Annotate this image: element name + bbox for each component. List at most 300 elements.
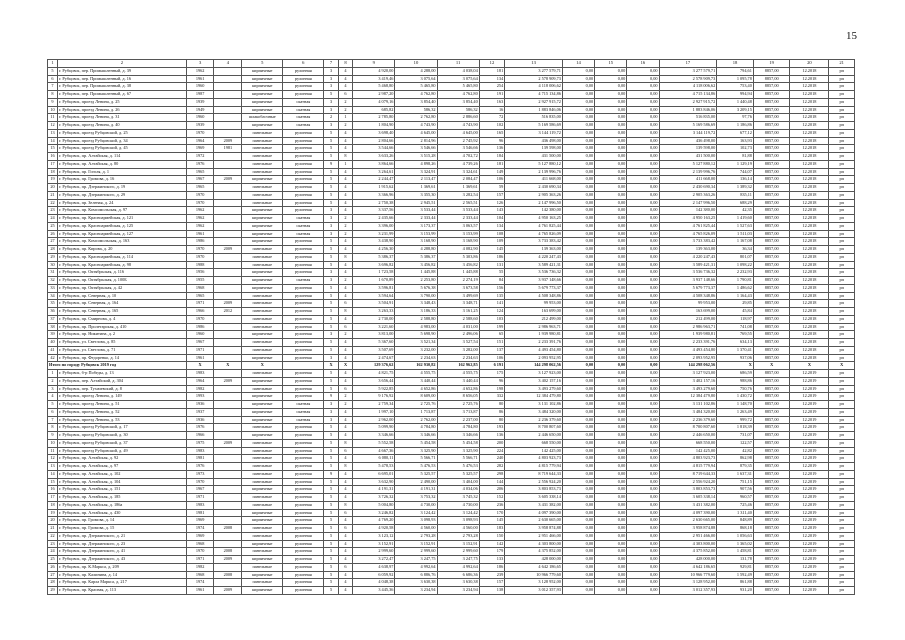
table-cell: 4 xyxy=(338,571,352,579)
table-cell: 96 xyxy=(479,137,505,145)
table-cell xyxy=(214,385,242,393)
table-cell: рулонная xyxy=(283,253,324,261)
table-row xyxy=(48,145,855,153)
table-cell: 0,00 xyxy=(627,486,659,494)
table-cell: 6 xyxy=(338,91,352,99)
table-cell: 0,00 xyxy=(627,416,659,424)
table-cell: 5 xyxy=(324,129,338,137)
table-cell: 5 169 586,69 xyxy=(505,122,563,130)
column-number-row xyxy=(48,60,855,68)
table-cell: 8857,00 xyxy=(753,540,790,548)
table-cell: 4 638,97 xyxy=(353,563,395,571)
table-cell: рулонная xyxy=(283,377,324,385)
table-row xyxy=(48,416,855,424)
table-cell: 12.2019 xyxy=(790,447,829,455)
table-cell: 5 xyxy=(324,432,338,440)
table-cell: 2 750,38 xyxy=(353,199,395,207)
table-cell: 4 031,00 xyxy=(437,323,479,331)
table-cell: 1 723,58 xyxy=(353,269,395,277)
table-cell: 4 950 163,25 xyxy=(505,215,563,223)
table-cell: кирпичные xyxy=(242,106,283,114)
table-cell: рп xyxy=(829,215,855,223)
table-cell: 236 xyxy=(479,501,505,509)
table-cell: 8857,00 xyxy=(753,455,790,463)
table-cell: 4 118 006,62 xyxy=(659,83,717,91)
address-cell: г. Рубцовск, проезд Рубцовский, д. 37 xyxy=(57,439,186,447)
address-cell: г. Рубцовск, пр. Комсомольская, д. 97 xyxy=(57,207,186,215)
table-cell: рп xyxy=(829,579,855,587)
table-cell: панельные xyxy=(242,261,283,269)
table-cell: 1 430,72 xyxy=(717,393,754,401)
table-cell: 2 588,60 xyxy=(437,315,479,323)
table-cell: рулонная xyxy=(283,517,324,525)
table-cell: 199 xyxy=(479,323,505,331)
table-cell: 3 xyxy=(324,98,338,106)
table-cell: 2 430 690,34 xyxy=(659,184,717,192)
table-cell: 431 500,00 xyxy=(505,153,563,161)
table-cell: 3 098,93 xyxy=(395,517,437,525)
table-cell: 4 784,80 xyxy=(437,424,479,432)
table-cell: 3 589 421,31 xyxy=(505,261,563,269)
table-cell: 5 xyxy=(324,587,338,595)
table-cell: 19 xyxy=(48,509,58,517)
table-row xyxy=(48,346,855,354)
table-cell: 0,00 xyxy=(562,385,594,393)
table-cell: 165 xyxy=(479,129,505,137)
table-cell: 136,14 xyxy=(717,176,754,184)
table-cell: рулонная xyxy=(283,424,324,432)
table-cell: 0,00 xyxy=(562,470,594,478)
table-cell: 3 445,36 xyxy=(353,587,395,595)
table-cell: 65 xyxy=(479,331,505,339)
table-cell: 3 396,00 xyxy=(353,222,395,230)
table-row xyxy=(48,168,855,176)
table-cell: 28 xyxy=(48,246,58,254)
table-row xyxy=(48,261,855,269)
table-row xyxy=(48,354,855,362)
table-cell: 149 xyxy=(479,168,505,176)
table-cell: 151 xyxy=(479,339,505,347)
table-cell: 2 927 915,72 xyxy=(659,98,717,106)
table-cell: 12.2019 xyxy=(790,556,829,564)
table-cell: 1960 xyxy=(186,114,214,122)
table-cell: Х xyxy=(790,362,829,370)
table-row xyxy=(48,501,855,509)
table-cell: панельные xyxy=(242,424,283,432)
address-cell: г. Рубцовск, пр. Красноармейская, д. 114 xyxy=(57,253,186,261)
table-cell: 1970 xyxy=(186,191,214,199)
table-cell: 55 xyxy=(479,269,505,277)
table-cell: панельные xyxy=(242,160,283,168)
table-cell: 5 xyxy=(324,346,338,354)
table-cell: 1 056,63 xyxy=(717,532,754,540)
table-cell xyxy=(214,486,242,494)
table-cell: 6 xyxy=(338,323,352,331)
table-cell: 4 xyxy=(338,532,352,540)
table-row xyxy=(48,478,855,486)
table-cell: 1956 xyxy=(186,269,214,277)
table-cell: 0,00 xyxy=(562,308,594,316)
table-cell: 162 930,82 xyxy=(395,362,437,370)
table-cell: панельные xyxy=(242,548,283,556)
table-cell: 5 xyxy=(324,176,338,184)
table-cell: кирпичные xyxy=(242,517,283,525)
table-cell: 12.2018 xyxy=(790,277,829,285)
table-cell: 1 445,88 xyxy=(437,269,479,277)
table-cell: 2 236 379,60 xyxy=(659,416,717,424)
table-cell: рп xyxy=(829,292,855,300)
table-cell: 0,00 xyxy=(627,339,659,347)
table-cell: 0,00 xyxy=(562,463,594,471)
table-cell: 2 244,47 xyxy=(353,176,395,184)
table-cell: 0,00 xyxy=(627,207,659,215)
table-cell: 59 xyxy=(479,184,505,192)
table-cell: 12.2019 xyxy=(790,517,829,525)
table-cell: 5 566,71 xyxy=(437,455,479,463)
table-cell: 0,00 xyxy=(562,447,594,455)
table-cell: 298 xyxy=(479,470,505,478)
column-number-cell: 15 xyxy=(595,60,627,68)
table-row xyxy=(48,284,855,292)
table-cell: панельные xyxy=(242,129,283,137)
table-cell: 1971 xyxy=(186,300,214,308)
table-cell: 3 173,37 xyxy=(395,222,437,230)
table-cell: 848,89 xyxy=(717,517,754,525)
table-cell: 685,82 xyxy=(353,106,395,114)
table-cell: 2 999,60 xyxy=(437,548,479,556)
table-cell: 2 xyxy=(338,401,352,409)
table-cell: 4 652,86 xyxy=(395,385,437,393)
table-cell: 0,00 xyxy=(595,393,627,401)
address-cell: г. Рубцовск, пр. Октябрьская, д. 100Б xyxy=(57,277,186,285)
table-cell: 8857,00 xyxy=(753,377,790,385)
column-number-cell: 3 xyxy=(186,60,214,68)
table-cell: 104 xyxy=(479,215,505,223)
table-cell: рулонная xyxy=(283,300,324,308)
table-row xyxy=(48,432,855,440)
table-row xyxy=(48,331,855,339)
table-cell: 12.2018 xyxy=(790,176,829,184)
table-cell: 12.2019 xyxy=(790,377,829,385)
table-cell: 960,57 xyxy=(717,494,754,502)
table-cell: 6 xyxy=(338,509,352,517)
table-cell: 39 xyxy=(48,331,58,339)
table-cell: 8857,00 xyxy=(753,339,790,347)
column-number-cell: 20 xyxy=(790,60,829,68)
table-cell: панельные xyxy=(242,470,283,478)
table-cell: рп xyxy=(829,432,855,440)
table-cell: 634,13 xyxy=(717,339,754,347)
table-cell: 3 128 952,00 xyxy=(659,579,717,587)
table-cell: 2 905 363,26 xyxy=(505,191,563,199)
table-row xyxy=(48,253,855,261)
table-cell: 29,85 xyxy=(717,300,754,308)
table-cell: 3 127 923,00 xyxy=(659,370,717,378)
table-cell: 1 164,43 xyxy=(717,292,754,300)
table-cell: 4 xyxy=(338,199,352,207)
table-cell: рулонная xyxy=(283,439,324,447)
table-cell: 8857,00 xyxy=(753,67,790,75)
table-cell: 1937 xyxy=(186,408,214,416)
table-cell: 2009 xyxy=(214,556,242,564)
table-cell: 239 xyxy=(479,571,505,579)
table-cell: 102,73 xyxy=(717,145,754,153)
table-cell: рулонная xyxy=(283,67,324,75)
table-cell: кирпичные xyxy=(242,377,283,385)
table-cell: скатная xyxy=(283,122,324,130)
table-cell: 5 xyxy=(324,439,338,447)
address-cell: г. Рубцовск, пр. Дзержинского, д. 41 xyxy=(57,548,186,556)
table-cell: 25 xyxy=(48,222,58,230)
table-cell: 3 431 382,00 xyxy=(505,501,563,509)
table-cell: рулонная xyxy=(283,207,324,215)
table-cell: 0,00 xyxy=(595,439,627,447)
table-cell xyxy=(214,478,242,486)
table-cell: скатная xyxy=(283,98,324,106)
table-cell: 5 679 773,37 xyxy=(659,284,717,292)
table-cell: 4 079,16 xyxy=(353,98,395,106)
column-number-cell: 17 xyxy=(659,60,717,68)
table-cell: 141 xyxy=(479,300,505,308)
table-cell: 3 745,32 xyxy=(437,494,479,502)
address-cell: г. Рубцовск, пр. Алтайская, д. 102 xyxy=(57,470,186,478)
table-cell: 1975 xyxy=(186,439,214,447)
table-cell: 0,00 xyxy=(627,579,659,587)
table-cell: 4 983,00 xyxy=(395,323,437,331)
table-row xyxy=(48,455,855,463)
table-cell: 3 546,66 xyxy=(395,145,437,153)
table-cell: 0,00 xyxy=(595,331,627,339)
table-cell: 11 xyxy=(48,447,58,455)
table-cell: рп xyxy=(829,75,855,83)
table-cell: 1 458,81 xyxy=(717,548,754,556)
table-cell: 1 790,81 xyxy=(717,277,754,285)
table-cell: 2 xyxy=(338,393,352,401)
table-cell: 8857,00 xyxy=(753,114,790,122)
table-cell: 181 xyxy=(479,67,505,75)
table-cell: 96 xyxy=(479,377,505,385)
table-cell: 3 124,42 xyxy=(437,509,479,517)
table-cell: 0,00 xyxy=(562,137,594,145)
table-cell: 1987 xyxy=(186,91,214,99)
table-cell: скатная xyxy=(283,401,324,409)
table-cell: рп xyxy=(829,261,855,269)
table-cell: 1936 xyxy=(186,416,214,424)
table-cell: 1986 xyxy=(186,238,214,246)
table-row xyxy=(48,548,855,556)
table-cell: 1 370,41 xyxy=(717,346,754,354)
table-cell: 12.2018 xyxy=(790,246,829,254)
table-cell: рп xyxy=(829,370,855,378)
table-cell: скатная xyxy=(283,230,324,238)
table-cell: 1 527,63 xyxy=(717,222,754,230)
table-cell: 1 095,78 xyxy=(717,75,754,83)
table-cell: 30 xyxy=(48,261,58,269)
table-cell: 0,00 xyxy=(562,556,594,564)
table-cell: 3 xyxy=(48,385,58,393)
table-cell: рп xyxy=(829,153,855,161)
table-row xyxy=(48,277,855,285)
table-cell: 0,00 xyxy=(595,75,627,83)
table-cell: 5 386,37 xyxy=(353,253,395,261)
table-cell: 1983 xyxy=(186,370,214,378)
table-cell: 769,55 xyxy=(717,331,754,339)
table-cell: 1988 xyxy=(186,261,214,269)
table-cell xyxy=(214,447,242,455)
table-cell: 4 508 348,86 xyxy=(505,292,563,300)
table-cell: 8857,00 xyxy=(753,509,790,517)
table-cell: 4 038,04 xyxy=(437,67,479,75)
table-cell: 0,00 xyxy=(595,215,627,223)
table-cell: 0,00 xyxy=(627,587,659,595)
address-cell: г. Рубцовск, проезд Рубцовский, д. 25 xyxy=(57,129,186,137)
table-cell: 0,00 xyxy=(595,385,627,393)
table-cell: 1974 xyxy=(186,525,214,533)
table-cell: 8857,00 xyxy=(753,184,790,192)
table-cell: 5 xyxy=(324,455,338,463)
table-cell: 2 474,67 xyxy=(353,354,395,362)
table-cell: 12.2018 xyxy=(790,168,829,176)
table-cell: 3 144 119,72 xyxy=(505,129,563,137)
table-cell: 1969 xyxy=(186,517,214,525)
table-cell: 0,00 xyxy=(595,408,627,416)
table-cell: 139 598,00 xyxy=(659,145,717,153)
table-cell: 10 966 779,60 xyxy=(659,571,717,579)
table-cell: 3 507,69 xyxy=(353,346,395,354)
table-cell: 8857,00 xyxy=(753,439,790,447)
table-cell: 2 139 996,76 xyxy=(505,168,563,176)
table-cell: 1968 xyxy=(186,284,214,292)
table-cell: 6 xyxy=(338,385,352,393)
table-cell: 0,00 xyxy=(595,432,627,440)
table-cell xyxy=(214,540,242,548)
table-cell: 8857,00 xyxy=(753,238,790,246)
table-cell: 0,00 xyxy=(595,114,627,122)
table-cell: рулонная xyxy=(283,153,324,161)
address-cell: г. Рубцовск, пр. Октябрьская, д. 42 xyxy=(57,284,186,292)
table-cell: 3 726,32 xyxy=(353,494,395,502)
table-cell xyxy=(214,393,242,401)
table-cell: 2 951 466,00 xyxy=(505,532,563,540)
table-cell: рулонная xyxy=(283,463,324,471)
table-cell: панельные xyxy=(242,323,283,331)
table-cell: рп xyxy=(829,284,855,292)
table-cell: 4 920,00 xyxy=(353,67,395,75)
table-cell: 4 xyxy=(338,238,352,246)
table-cell: 1967 xyxy=(186,339,214,347)
address-cell: г. Рубцовск, проезд Ленина, д. 52 xyxy=(57,408,186,416)
table-cell xyxy=(214,401,242,409)
table-cell: 3 499,69 xyxy=(437,292,479,300)
table-cell: 6 695,01 xyxy=(353,470,395,478)
address-cell: г. Рубцовск, пр. Зеленая, д. 24 xyxy=(57,199,186,207)
table-cell: 2008 xyxy=(214,525,242,533)
table-cell: 17 xyxy=(48,494,58,502)
table-cell: 0,00 xyxy=(627,401,659,409)
table-cell: 3 605 338,14 xyxy=(659,494,717,502)
table-cell: 6 080,11 xyxy=(353,455,395,463)
table-row xyxy=(48,393,855,401)
table-cell: 8857,00 xyxy=(753,393,790,401)
table-cell: 179 xyxy=(479,548,505,556)
table-cell: Х xyxy=(214,362,242,370)
table-cell: 144 298 062,56 xyxy=(659,362,717,370)
table-cell: 0,00 xyxy=(562,315,594,323)
table-cell: 3 346,66 xyxy=(395,432,437,440)
table-cell: 12.2018 xyxy=(790,207,829,215)
table-cell: 0,00 xyxy=(627,470,659,478)
table-cell: 3 325,90 xyxy=(395,447,437,455)
table-cell: 4 652,86 xyxy=(437,385,479,393)
table-cell: 0,00 xyxy=(627,525,659,533)
table-cell: 4 815 779,94 xyxy=(505,463,563,471)
table-cell: 3 075,64 xyxy=(437,75,479,83)
table-cell: 3 605 338,14 xyxy=(505,494,563,502)
table-cell: 2 236 379,60 xyxy=(505,416,563,424)
table-cell: 15 xyxy=(48,145,58,153)
table-cell: 994,94 xyxy=(717,91,754,99)
table-cell: 1968 xyxy=(186,571,214,579)
address-cell: г. Рубцовск, пр. Красноармейская, д. 127 xyxy=(57,230,186,238)
table-cell: рп xyxy=(829,106,855,114)
table-cell: 3 263,33 xyxy=(353,308,395,316)
table-cell: 1 098,22 xyxy=(717,261,754,269)
table-cell: 3 515,28 xyxy=(395,153,437,161)
address-cell: г. Рубцовск, б-р Победы, д. 13 xyxy=(57,370,186,378)
table-cell: 12.2018 xyxy=(790,323,829,331)
table-cell xyxy=(214,184,242,192)
table-cell: 0,00 xyxy=(627,153,659,161)
table-cell: 1 186,86 xyxy=(717,122,754,130)
table-cell: 12.2019 xyxy=(790,463,829,471)
table-cell: 5 xyxy=(324,238,338,246)
table-cell: 0,00 xyxy=(627,354,659,362)
table-cell: 1966 xyxy=(186,432,214,440)
table-cell: 3 419,46 xyxy=(353,75,395,83)
table-cell: 3 152,91 xyxy=(437,540,479,548)
table-cell xyxy=(214,269,242,277)
table-cell: 20 xyxy=(48,517,58,525)
table-cell: 8857,00 xyxy=(753,532,790,540)
table-cell: 4 xyxy=(338,339,352,347)
table-cell: 2 093 952,95 xyxy=(659,354,717,362)
address-cell: г. Рубцовск, пер. Тухачевский, д. 8 xyxy=(57,385,186,393)
table-cell: 3 012 357,93 xyxy=(505,587,563,595)
table-cell: 3 xyxy=(324,215,338,223)
table-row xyxy=(48,370,855,378)
table-cell: 0,00 xyxy=(627,168,659,176)
table-cell: 586,32 xyxy=(395,106,437,114)
table-cell: 0,00 xyxy=(562,494,594,502)
table-cell: 1981 xyxy=(186,509,214,517)
table-cell: 8857,00 xyxy=(753,261,790,269)
table-cell: скатная xyxy=(283,114,324,122)
table-cell xyxy=(214,114,242,122)
table-cell: 4 xyxy=(338,207,352,215)
table-cell: Х xyxy=(753,362,790,370)
table-cell: 8 xyxy=(338,501,352,509)
table-cell: 3 264,61 xyxy=(353,168,395,176)
table-cell: 2 556 924,20 xyxy=(659,478,717,486)
table-cell: 109 xyxy=(479,238,505,246)
table-cell: 2 147 996,50 xyxy=(505,199,563,207)
table-row xyxy=(48,114,855,122)
table-cell: 0,00 xyxy=(595,168,627,176)
table-cell: 2 588,80 xyxy=(395,315,437,323)
table-cell: 3 221,60 xyxy=(353,323,395,331)
table-cell: 1962 xyxy=(186,207,214,215)
table-cell: 191 xyxy=(479,91,505,99)
